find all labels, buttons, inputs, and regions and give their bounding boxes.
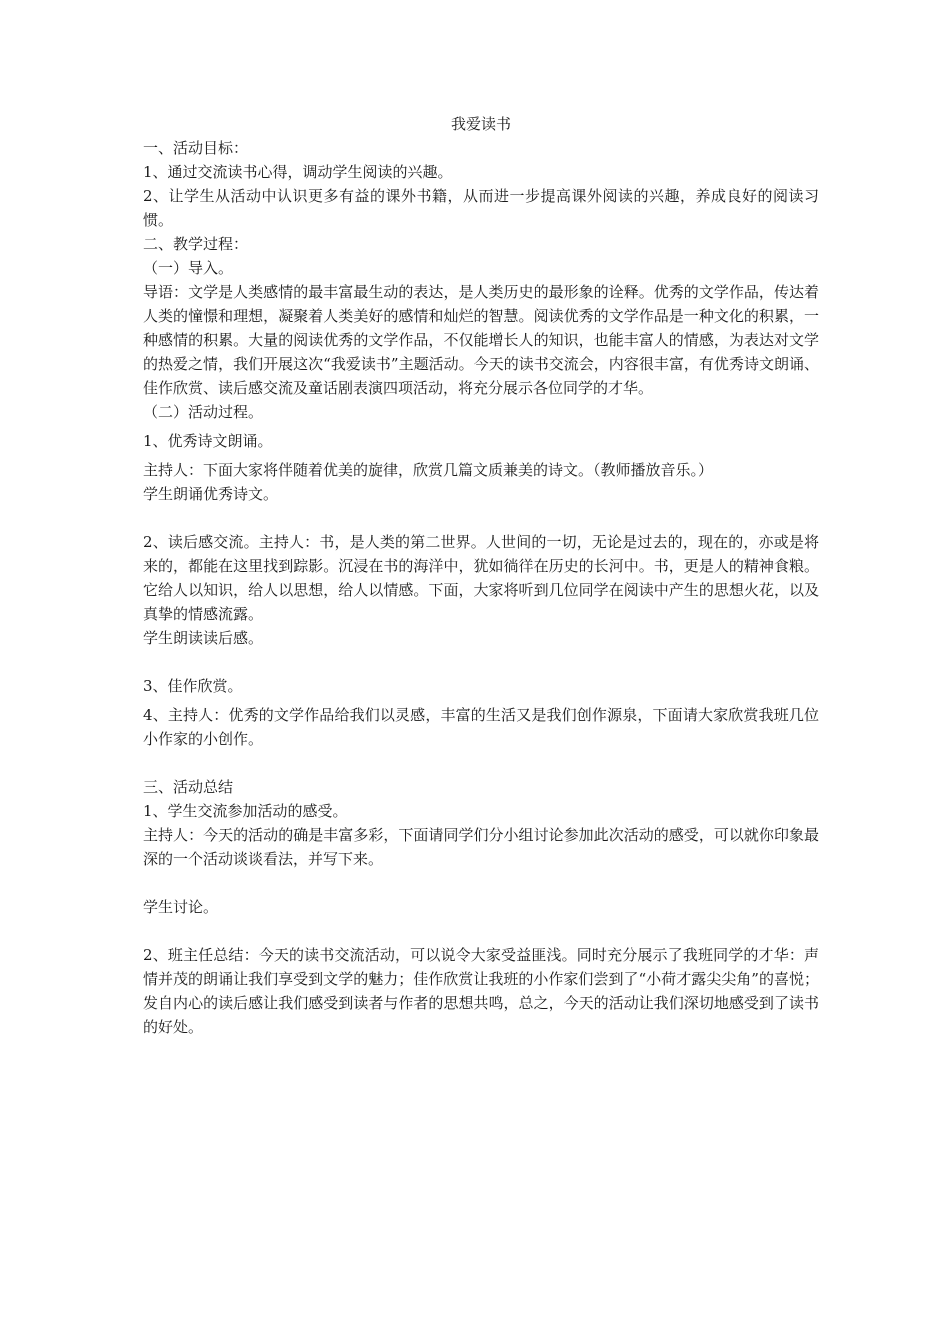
- activity-2-paragraph: 2、读后感交流。主持人：书，是人类的第二世界。人世间的一切，无论是过去的，现在的，亦或是将来的，都能在这里找到踪影。沉浸在书的海洋中，犹如徜徉在历史的长河中。书，更是人的精神食粮。它给人以知识，给人以思想，给人以情感。下面，大家将听到几位同学在阅读中产生的思想火花，以及真挚的情感流露。: [143, 533, 819, 623]
- goal-item-2: 2、让学生从活动中认识更多有益的课外书籍，从而进一步提高课外阅读的兴趣，养成良好的阅读习惯。: [143, 187, 819, 229]
- summary-item-1: 1、学生交流参加活动的感受。: [143, 802, 348, 820]
- document-title: 我爱读书: [450, 115, 511, 133]
- teacher-summary-paragraph: 2、班主任总结：今天的读书交流活动，可以说令大家受益匪浅。同时充分展示了我班同学的才华：声情并茂的朗诵让我们享受到文学的魅力；佳作欣赏让我班的小作家们尝到了“小荷才露尖尖角”的喜悦；发自内心的读后感让我们感受到读者与作者的思想共鸣，总之，今天的活动让我们深切地感受到了读书的好处。: [143, 946, 819, 1036]
- activity-2-student-text: 学生朗读读后感。: [143, 629, 264, 647]
- subsection-heading-intro: （一）导入。: [143, 259, 234, 277]
- goal-item-1: 1、通过交流读书心得，调动学生阅读的兴趣。: [143, 163, 453, 181]
- activity-4-paragraph: 4、主持人：优秀的文学作品给我们以灵感，丰富的生活又是我们创作源泉，下面请大家欣赏我班几位小作家的小创作。: [143, 706, 819, 748]
- section-heading-goals: 一、活动目标：: [143, 139, 249, 157]
- student-discussion-text: 学生讨论。: [143, 898, 219, 916]
- activity-1-heading: 1、优秀诗文朗诵。: [143, 432, 273, 450]
- intro-paragraph: 导语：文学是人类感情的最丰富最生动的表达，是人类历史的最形象的诠释。优秀的文学作品，传达着人类的憧憬和理想，凝聚着人类美好的感情和灿烂的智慧。阅读优秀的文学作品是一种文化的积累，一种感情的积累。大量的阅读优秀的文学作品，不仅能增长人的知识，也能丰富人的情感，为表达对文学的热爱之情，我们开展这次“我爱读书”主题活动。今天的读书交流会，内容很丰富，有优秀诗文朗诵、佳作欣赏、读后感交流及童话剧表演四项活动，将充分展示各位同学的才华。: [143, 283, 819, 397]
- document-page: [143, 112, 819, 1039]
- activity-1-host-text: 主持人：下面大家将伴随着优美的旋律，欣赏几篇文质兼美的诗文。（教师播放音乐。）: [143, 461, 714, 479]
- subsection-heading-activities: （二）活动过程。: [143, 403, 264, 421]
- activity-3-heading: 3、佳作欣赏。: [143, 677, 243, 695]
- section-heading-process: 二、教学过程：: [143, 235, 249, 253]
- activity-1-student-text: 学生朗诵优秀诗文。: [143, 485, 279, 503]
- section-heading-summary: 三、活动总结: [143, 778, 234, 796]
- summary-host-text: 主持人：今天的活动的确是丰富多彩，下面请同学们分小组讨论参加此次活动的感受，可以就你印象最深的一个活动谈谈看法，并写下来。: [143, 826, 819, 868]
